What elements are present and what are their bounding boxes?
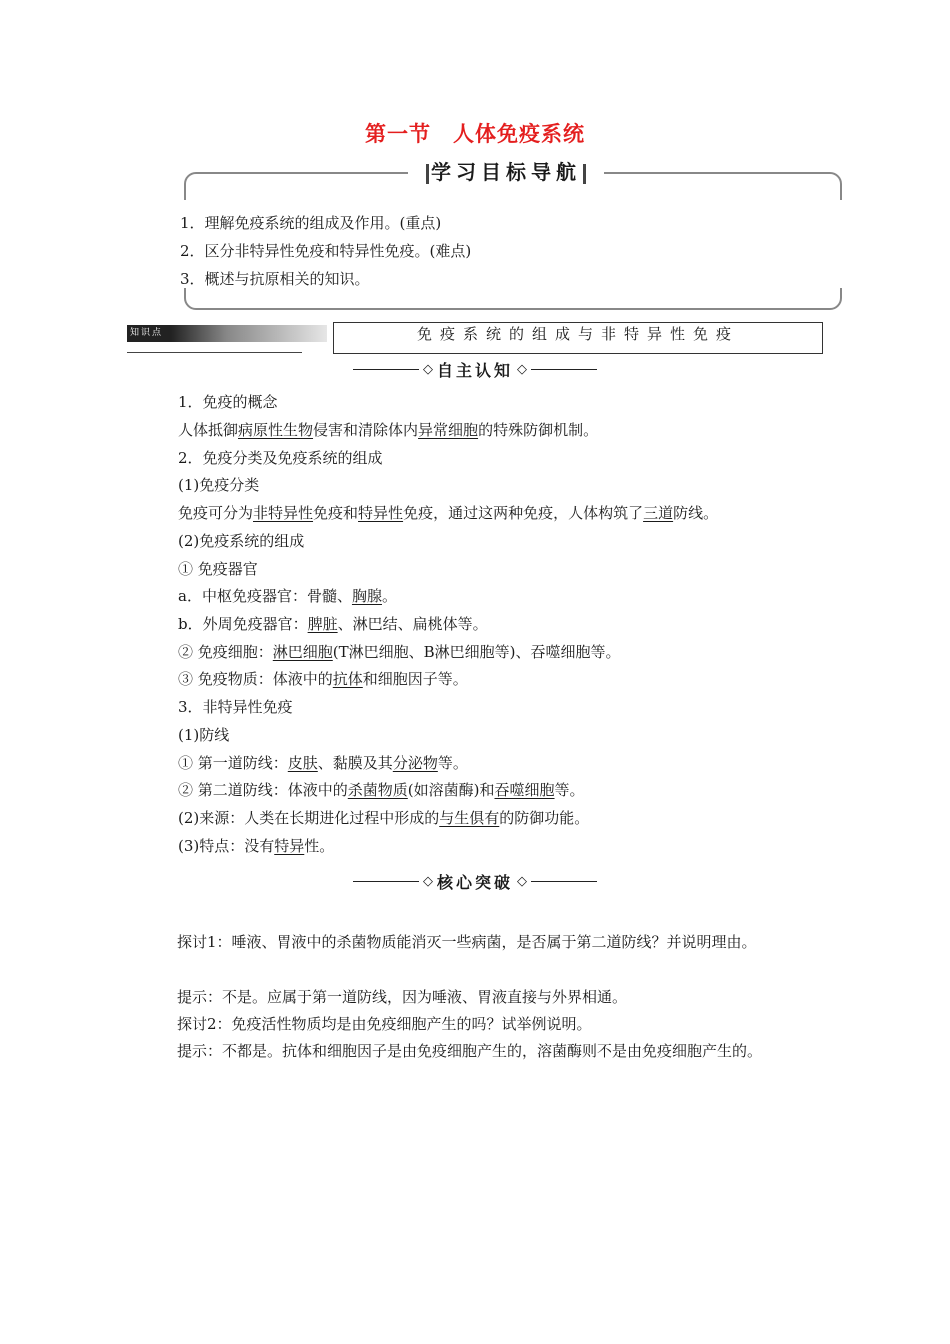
diamond-icon: ◇ [422, 362, 433, 377]
page-title [0, 118, 950, 148]
answer-underline: 吞噬细胞 [494, 781, 555, 799]
title-part2: 人体免疫系统 [453, 122, 585, 146]
goal-item: 1．理解免疫系统的组成及作用。(重点) [180, 214, 442, 232]
divider-line [353, 881, 419, 882]
divider-line [531, 369, 597, 370]
answer-underline: 胸腺 [351, 587, 382, 605]
answer-underline: 特异性 [358, 504, 404, 522]
answer-underline: 分泌物 [392, 754, 438, 772]
text-line: ② 第二道防线：体液中的杀菌物质(如溶菌酶)和吞噬细胞等。 [178, 781, 585, 799]
discussion-question-2: 探讨2：免疫活性物质均是由免疫细胞产生的吗？试举例说明。 [177, 1015, 592, 1033]
heading-classification: 2．免疫分类及免疫系统的组成 [178, 449, 383, 467]
hint-2: 提示：不都是。抗体和细胞因子是由免疫细胞产生的，溶菌酶则不是由免疫细胞产生的。 [177, 1042, 763, 1060]
text-line: ① 第一道防线：皮肤、黏膜及其分泌物等。 [178, 754, 468, 772]
divider-line [531, 881, 597, 882]
heading-nonspecific: 3．非特异性免疫 [178, 698, 293, 716]
answer-underline: 抗体 [332, 670, 363, 688]
text-line: 免疫可分为非特异性免疫和特异性免疫，通过这两种免疫，人体构筑了三道防线。 [178, 504, 719, 522]
answer-underline: 非特异性 [253, 504, 314, 522]
diamond-icon: ◇ [517, 362, 527, 377]
answer-underline: 三道 [643, 504, 674, 522]
knowledge-point-underline [127, 352, 302, 353]
answer-underline: 脾脏 [307, 615, 338, 633]
text-line: (2)来源：人类在长期进化过程中形成的与生俱有的防御功能。 [178, 809, 590, 827]
divider-line [353, 369, 419, 370]
answer-underline: 淋巴细胞 [272, 643, 333, 661]
section-divider-self-study [0, 358, 950, 381]
text-line: (3)特点：没有特异性。 [178, 837, 335, 855]
subheading: (2)免疫系统的组成 [178, 532, 305, 550]
answer-underline: 特异 [274, 837, 305, 855]
header-bar-right [583, 164, 586, 184]
text-line: 人体抵御病原性生物侵害和清除体内异常细胞的特殊防御机制。 [178, 421, 599, 439]
goal-item: 3．概述与抗原相关的知识。 [180, 270, 370, 288]
knowledge-point-tag-label: 知识点 [130, 328, 164, 338]
heading-immune-concept: 1．免疫的概念 [178, 393, 278, 411]
text-line: b．外周免疫器官：脾脏、淋巴结、扁桃体等。 [178, 615, 488, 633]
section-header: 自主认知 [436, 361, 513, 380]
subheading: (1)防线 [178, 726, 230, 744]
discussion-question-1: 探讨1：唾液、胃液中的杀菌物质能消灭一些病菌，是否属于第二道防线？并说明理由。 [177, 933, 757, 951]
subheading: (1)免疫分类 [178, 476, 260, 494]
section-header: 核心突破 [436, 873, 513, 892]
goal-item: 2．区分非特异性免疫和特异性免疫。(难点) [180, 242, 472, 260]
answer-underline: 异常细胞 [418, 421, 479, 439]
text-line: a．中枢免疫器官：骨髓、胸腺。 [178, 587, 397, 605]
answer-underline: 杀菌物质 [347, 781, 408, 799]
answer-underline: 皮肤 [287, 754, 318, 772]
header-bar-left [426, 164, 429, 184]
diamond-icon: ◇ [422, 874, 433, 889]
learning-goals-header-text: 学习目标导航 [431, 160, 581, 184]
hint-1: 提示：不是。应属于第一道防线，因为唾液、胃液直接与外界相通。 [177, 988, 628, 1006]
title-part1: 第一节 [365, 122, 431, 146]
text-line: ③ 免疫物质：体液中的抗体和细胞因子等。 [178, 670, 468, 688]
answer-underline: 病原性生物 [238, 421, 314, 439]
knowledge-point-title: 免疫系统的组成与非特异性免疫 [333, 322, 823, 354]
subheading: ① 免疫器官 [178, 560, 258, 578]
answer-underline: 与生俱有 [439, 809, 500, 827]
learning-goals-header [408, 157, 604, 187]
text-line: ② 免疫细胞：淋巴细胞(T淋巴细胞、B淋巴细胞等)、吞噬细胞等。 [178, 643, 621, 661]
diamond-icon: ◇ [517, 874, 527, 889]
section-divider-core [0, 870, 950, 893]
